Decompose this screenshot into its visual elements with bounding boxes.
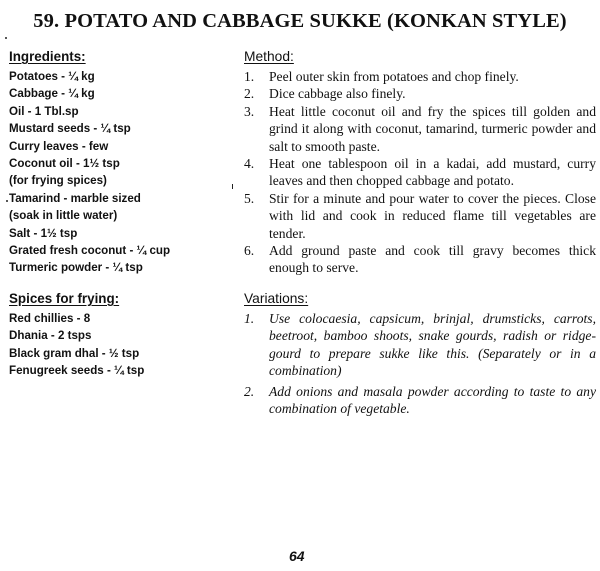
ingredient-item: Mustard seeds - ¼ tsp — [9, 122, 131, 136]
spices-heading: Spices for frying: — [9, 291, 120, 306]
step-text: Add ground paste and cook till gravy becomes thick enough to serve. — [269, 243, 596, 276]
ingredients-list — [9, 68, 231, 277]
step-number: 1. — [244, 69, 255, 84]
variation-number: 2. — [244, 383, 255, 399]
page-number: 64 — [289, 548, 305, 564]
variations-section — [244, 288, 596, 417]
page-title: 59. POTATO AND CABBAGE SUKKE (KONKAN STYLE) — [33, 10, 567, 32]
step-number: 5. — [244, 190, 255, 206]
scan-speck — [5, 37, 7, 39]
step-text: Dice cabbage also finely. — [269, 86, 406, 102]
ingredient-item: (for frying spices) — [9, 174, 107, 188]
variation-text: Use colocaesia, capsicum, brinjal, drumsticks, carrots, beetroot, bamboo shoots, snake gourds, radish or ridge-gourd to prepare sukke like this. (Separately or in a combination) — [269, 311, 596, 379]
method-step — [244, 68, 596, 85]
ingredient-item: Grated fresh coconut - ¼ cup — [9, 243, 171, 257]
method-step — [244, 190, 596, 242]
step-number: 4. — [244, 156, 255, 172]
ingredients-heading: Ingredients: — [9, 49, 86, 64]
method-step — [244, 85, 596, 102]
scan-speck — [6, 200, 8, 202]
ingredient-item: Turmeric powder - ¼ tsp — [9, 261, 143, 275]
spices-list — [9, 310, 231, 380]
spice-item: Dhania - 2 tsps — [9, 329, 92, 343]
right-column — [244, 46, 596, 417]
step-text: Peel outer skin from potatoes and chop finely. — [269, 69, 519, 84]
ingredient-item: (soak in little water) — [9, 209, 118, 223]
method-step — [244, 242, 596, 277]
step-number: 6. — [244, 243, 255, 259]
spice-item: Fenugreek seeds - ¼ tsp — [9, 364, 145, 378]
step-number: 2. — [244, 86, 255, 102]
variation-number: 1. — [244, 311, 255, 326]
variations-heading: Variations: — [244, 291, 309, 306]
spice-item: Black gram dhal - ½ tsp — [9, 346, 140, 360]
spices-section — [9, 288, 231, 380]
step-text: Heat little coconut oil and fry the spices till golden and grind it along with coconut, tamarind, turmeric powder and salt to smooth paste. — [269, 103, 596, 154]
step-number: 3. — [244, 103, 255, 119]
method-heading: Method: — [244, 49, 294, 64]
method-step — [244, 155, 596, 190]
spice-item: Red chillies - 8 — [9, 312, 91, 325]
method-step — [244, 103, 596, 155]
step-text: Stir for a minute and pour water to cover the pieces. Close with lid and cook in reduced flame till vegetables are tender. — [269, 190, 596, 241]
ingredient-item: Cabbage - ¼ kg — [9, 87, 95, 101]
left-column — [9, 46, 231, 378]
variations-list — [244, 310, 596, 417]
scan-speck — [232, 184, 233, 189]
ingredient-item: Curry leaves - few — [9, 139, 109, 153]
variation-item — [244, 310, 596, 380]
variation-text: Add onions and masala powder according to taste to any combination of vegetable. — [269, 383, 596, 417]
variation-item — [244, 383, 596, 418]
step-text: Heat one tablespoon oil in a kadai, add mustard, curry leaves and then chopped cabbage and potato. — [269, 156, 596, 189]
ingredient-item: Oil - 1 Tbl.sp — [9, 104, 79, 118]
ingredient-item: Tamarind - marble sized — [9, 191, 141, 205]
ingredient-item: Potatoes - ¼ kg — [9, 70, 95, 83]
ingredient-item: Coconut oil - 1½ tsp — [9, 156, 120, 170]
ingredient-item: Salt - 1½ tsp — [9, 226, 78, 240]
method-steps — [244, 68, 596, 277]
